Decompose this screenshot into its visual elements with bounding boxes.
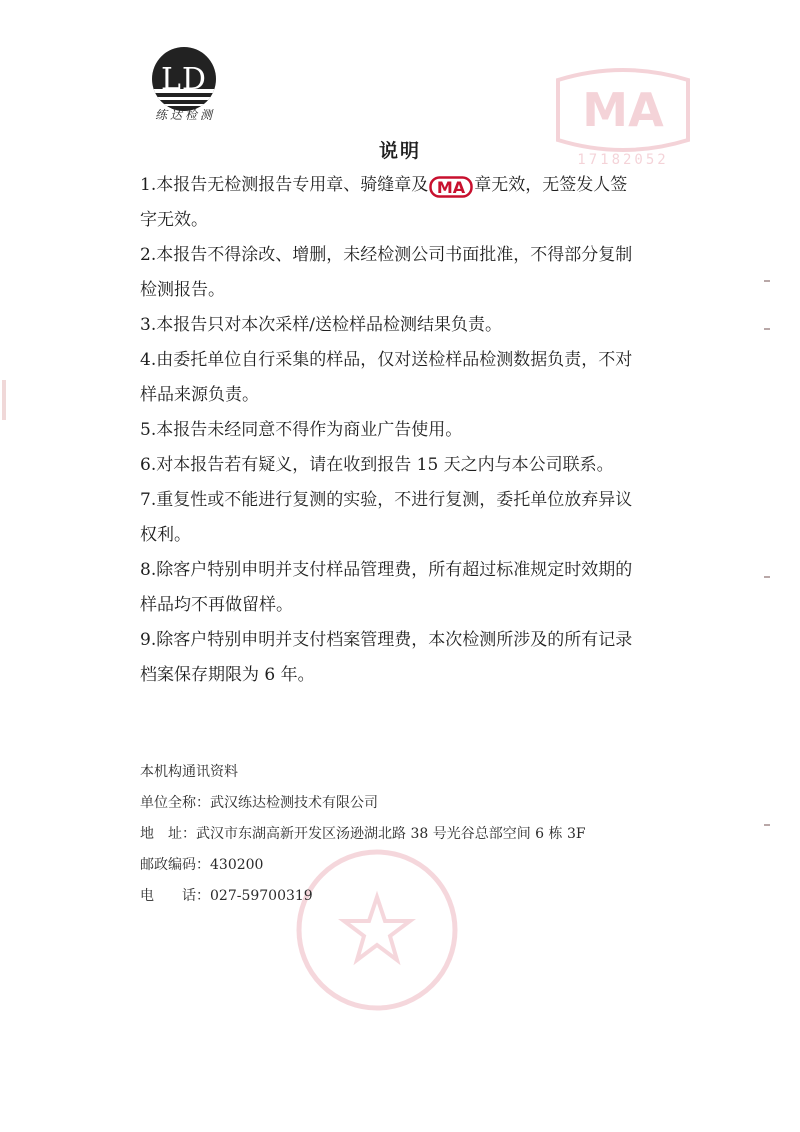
- note-8-line-2: 样品均不再做留样。: [140, 595, 293, 615]
- cma-badge-icon: [429, 176, 473, 198]
- note-2-line-1: 2.本报告不得涂改、增删，未经检测公司书面批准，不得部分复制: [140, 245, 633, 265]
- cma-badge-text: MA: [437, 177, 466, 197]
- note-3-line-1: 3.本报告只对本次采样/送检样品检测结果负责。: [140, 315, 502, 335]
- cma-stamp-faint-number: 17182052: [577, 152, 669, 168]
- logo-mark-text: LD: [161, 62, 207, 97]
- scan-mark: [764, 576, 770, 578]
- contact-info: [140, 757, 700, 912]
- address-label: 地 址：: [140, 826, 196, 842]
- contact-postcode: [140, 850, 700, 881]
- note-6-line-1: 6.对本报告若有疑义，请在收到报告 15 天之内与本公司联系。: [140, 455, 614, 475]
- phone-value: 027-59700319: [210, 888, 313, 904]
- note-1-line-2: 字无效。: [140, 210, 208, 230]
- scan-mark: [2, 380, 6, 420]
- note-1-line-1: [140, 168, 700, 203]
- scan-mark: [764, 824, 770, 826]
- postcode-label: 邮政编码：: [140, 857, 210, 873]
- contact-heading: 本机构通讯资料: [140, 764, 238, 780]
- note-1-text-before: 1.本报告无检测报告专用章、骑缝章及: [140, 175, 429, 195]
- notes-list: [140, 168, 700, 693]
- note-1-text-after: 章无效，无签发人签: [474, 175, 628, 195]
- contact-address: [140, 819, 700, 850]
- postcode-value: 430200: [210, 857, 264, 873]
- company-label: 单位全称：: [140, 795, 210, 811]
- note-2-line-2: 检测报告。: [140, 280, 225, 300]
- note-8-line-1: 8.除客户特别申明并支付样品管理费，所有超过标准规定时效期的: [140, 560, 633, 580]
- note-4-line-2: 样品来源负责。: [140, 385, 259, 405]
- scan-mark: [764, 280, 770, 282]
- cma-stamp-faint-text: MA: [582, 83, 664, 137]
- address-value: 武汉市东湖高新开发区汤逊湖北路 38 号光谷总部空间 6 栋 3F: [196, 826, 586, 842]
- page-title: 说明: [378, 140, 421, 162]
- contact-phone: [140, 881, 700, 912]
- company-value: 武汉练达检测技术有限公司: [210, 795, 378, 811]
- contact-company: [140, 788, 700, 819]
- note-9-line-2: 档案保存期限为 6 年。: [140, 665, 315, 685]
- logo-company-name: 练达检测: [154, 108, 215, 122]
- note-7-line-2: 权利。: [140, 525, 191, 545]
- note-4-line-1: 4.由委托单位自行采集的样品，仅对送检样品检测数据负责，不对: [140, 350, 633, 370]
- note-9-line-1: 9.除客户特别申明并支付档案管理费，本次检测所涉及的所有记录: [140, 630, 633, 650]
- scan-mark: [764, 328, 770, 330]
- note-7-line-1: 7.重复性或不能进行复测的实验，不进行复测，委托单位放弃异议: [140, 490, 633, 510]
- phone-label: 电 话：: [140, 888, 210, 904]
- note-5-line-1: 5.本报告未经同意不得作为商业广告使用。: [140, 420, 463, 440]
